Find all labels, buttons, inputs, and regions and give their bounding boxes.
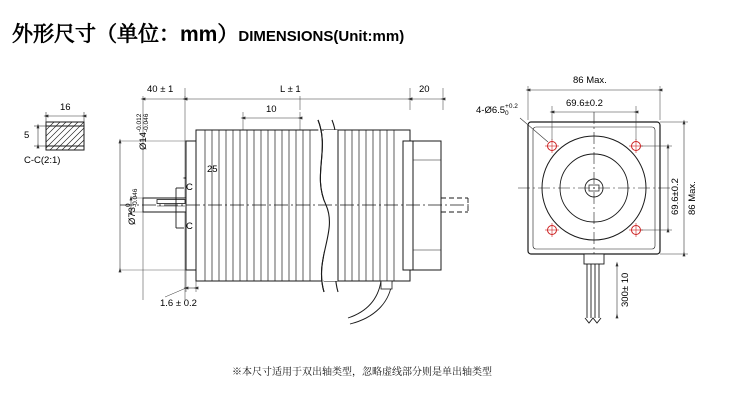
label-face-696-right: 69.6±0.2 <box>670 178 681 215</box>
label-shaft-tol-upper: -0.012 <box>136 113 143 133</box>
label-shaft-diameter <box>137 114 150 150</box>
label-flange-diameter-value: Ø73 <box>127 207 139 225</box>
label-mounting-holes <box>476 104 518 117</box>
footnote: ※本尺寸适用于双出轴类型，忽略虚线部分则是单出轴类型 <box>232 367 492 378</box>
label-face-86max-right: 86 Max. <box>687 181 698 215</box>
label-holes-tol-lower: 0 <box>505 109 509 117</box>
section-cc-detail <box>34 112 84 150</box>
label-key-height: 5 <box>24 130 30 141</box>
label-len-10: 10 <box>266 104 277 115</box>
label-mounting-holes-value: 4-Ø6.5 <box>476 105 506 117</box>
label-face-696-top: 69.6±0.2 <box>566 98 603 109</box>
label-lead-length: 300± 10 <box>620 272 631 307</box>
label-shaft-diameter-value: Ø14 <box>138 132 150 150</box>
label-section-title: C-C(2:1) <box>24 155 61 166</box>
label-len-20: 20 <box>419 84 430 95</box>
label-key-width: 16 <box>60 102 71 113</box>
label-section-mark-c-bottom: C <box>186 221 193 232</box>
label-flange-tol-upper: 0 <box>125 203 132 208</box>
motor-front-view <box>518 86 688 323</box>
label-shaft-tol-lower: -0.046 <box>142 113 150 133</box>
label-flange-tol-lower: -0.046 <box>131 188 139 208</box>
motor-side-view <box>120 88 470 324</box>
label-flange-diameter <box>126 189 139 225</box>
label-len-25: 25 <box>207 164 218 175</box>
label-section-mark-c-top: C <box>186 182 193 193</box>
page-title-en: DIMENSIONS(Unit:mm) <box>238 28 405 45</box>
label-face-86max-top: 86 Max. <box>573 75 607 86</box>
label-holes-tol-upper: +0.2 <box>505 103 518 110</box>
page-title-cn: 外形尺寸（单位：mm） <box>12 23 239 46</box>
label-thickness-16: 1.6 ± 0.2 <box>160 298 197 309</box>
label-len-40: 40 ± 1 <box>147 84 174 95</box>
label-len-L: L ± 1 <box>280 84 301 95</box>
